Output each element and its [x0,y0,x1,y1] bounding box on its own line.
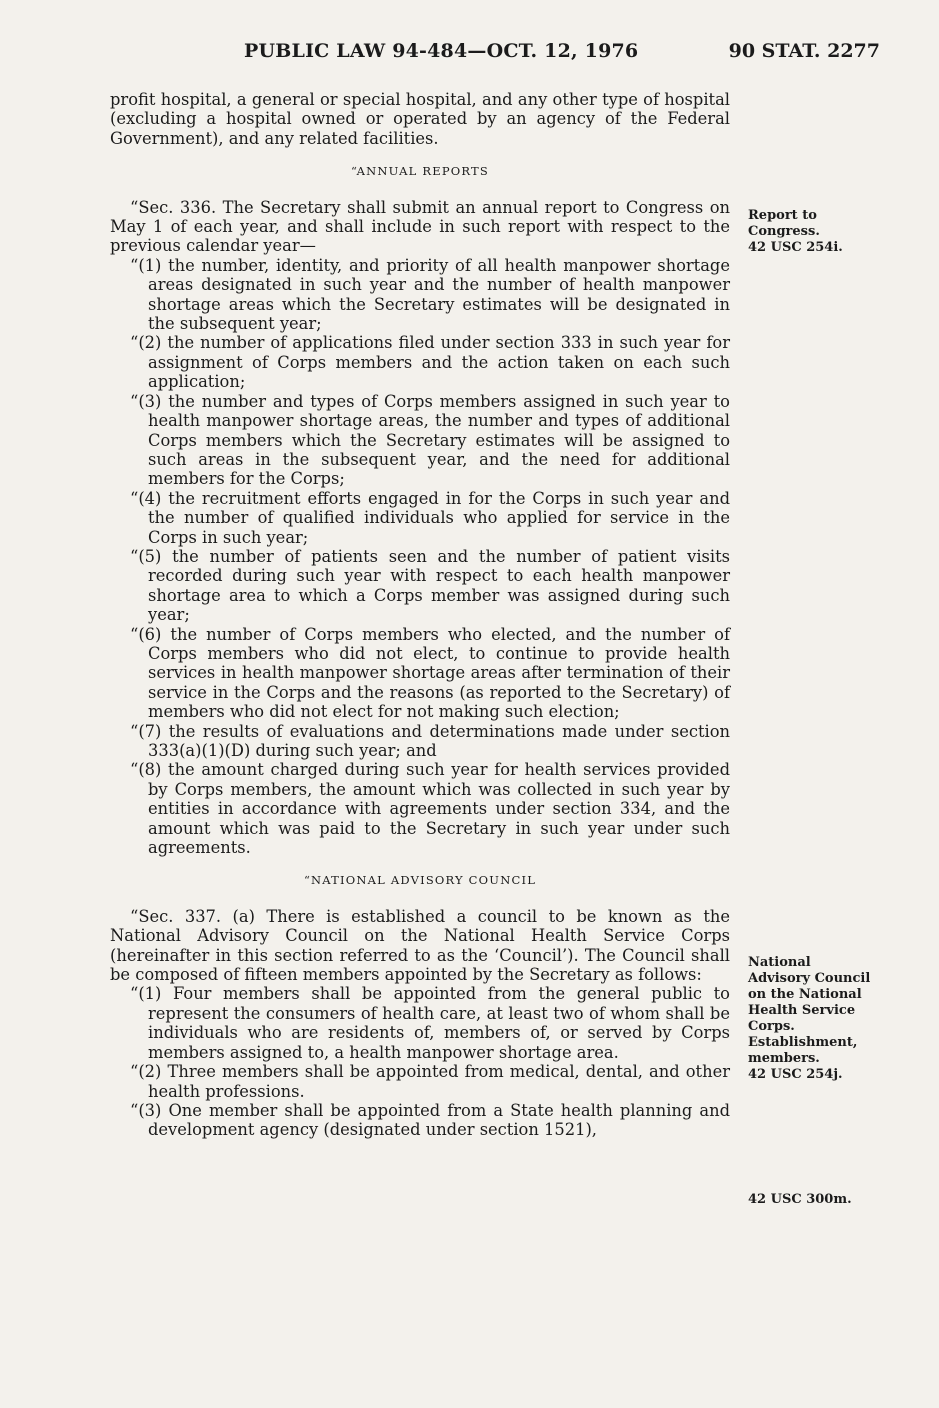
margin-note-42-usc-300m: 42 USC 300m. [748,1192,852,1207]
list-item: “(2) Three members shall be appointed from medical, dental, and other health professions. [130,1062,730,1101]
margin-note-line: National [748,955,811,970]
list-item: “(5) the number of patients seen and the number of patient visits recorded during such year with respect to each health manpower shortage area to which a Corps member was assigned during such year; [130,546,730,625]
margin-note-national-advisory-council [748,955,878,1083]
list-item: “(3) One member shall be appointed from a State health planning and development agency (designated under section 1521), [130,1100,730,1140]
list-item: “(1) Four members shall be appointed from the general public to represent the consumers of health care, at least two of whom shall be individuals who are residents of, members of, or served by Corps members assigned to, a health manpower shortage area. [130,984,730,1062]
section-heading-national-advisory-council: “NATIONAL ADVISORY COUNCIL [303,873,537,888]
margin-note-line: members. [748,1051,820,1066]
list-item: “(2) the number of applications filed under section 333 in such year for assignment of Corps members and the action taken on each such application; [130,333,730,392]
list-item: “(3) the number and types of Corps members assigned in such year to health manpower shortage areas, the number and types of additional Corps members which the Secretary estimates will be assigned to such areas in the subsequent year, and the need for additional members for the Corps; [130,391,730,489]
statute-page-number: 90 STAT. 2277 [728,40,880,62]
section-heading-annual-reports: “ANNUAL REPORTS [351,164,489,179]
margin-note-line: Establishment, [748,1035,858,1050]
intro-paragraph: profit hospital, a general or special hospital, and any other type of hospital (excluding a hospital owned or operated by an agency of the Federal Government), and any related facilities. [110,90,730,148]
list-item: “(6) the number of Corps members who elected, and the number of Corps members who did not elect, to continue to provide health services in health manpower shortage areas after termination of their service in the Corps and the reasons (as reported to the Secretary) of members who did not elect for not making such election; [130,624,730,722]
margin-note-report-to-congress [748,208,878,256]
page-header [110,40,880,70]
margin-note-line: Corps. [748,1019,795,1034]
section-336: “Sec. 336. The Secretary shall submit an annual report to Congress on May 1 of each year, and shall include in such report with respect to the previous calendar year— [110,197,730,256]
list-item: “(1) the number, identity, and priority of all health manpower shortage areas designated in such year and the number of health manpower shortage areas which the Secretary estimates will be designated in the subsequent year; [130,255,730,334]
margin-note-line: 42 USC 254i. [748,240,843,255]
margin-note-line: 42 USC 254j. [748,1067,843,1082]
margin-note-line: on the National [748,987,862,1002]
margin-note-line: Report to [748,208,817,223]
list-item: “(7) the results of evaluations and determinations made under section 333(a)(1)(D) during such year; and [130,721,730,760]
margin-note-line: Health Service [748,1003,856,1018]
list-item: “(8) the amount charged during such year for health services provided by Corps members, the amount which was collected in such year by entities in accordance with agreements under section 334, and the amount which was paid to the Secretary in such year under such agreements. [130,760,730,858]
list-item: “(4) the recruitment efforts engaged in for the Corps in such year and the number of qualified individuals who applied for service in the Corps in such year; [130,488,730,547]
margin-note-line: Advisory Council [748,971,871,986]
main-text [110,90,730,1140]
section-337: “Sec. 337. (a) There is established a council to be known as the National Advisory Council on the National Health Service Corps (hereinafter in this section referred to as the ‘Council’). The Council shall be composed of fifteen members appointed by the Secretary as follows: [110,906,730,985]
margin-note-line: Congress. [748,224,820,239]
law-title: PUBLIC LAW 94-484—OCT. 12, 1976 [244,40,639,62]
